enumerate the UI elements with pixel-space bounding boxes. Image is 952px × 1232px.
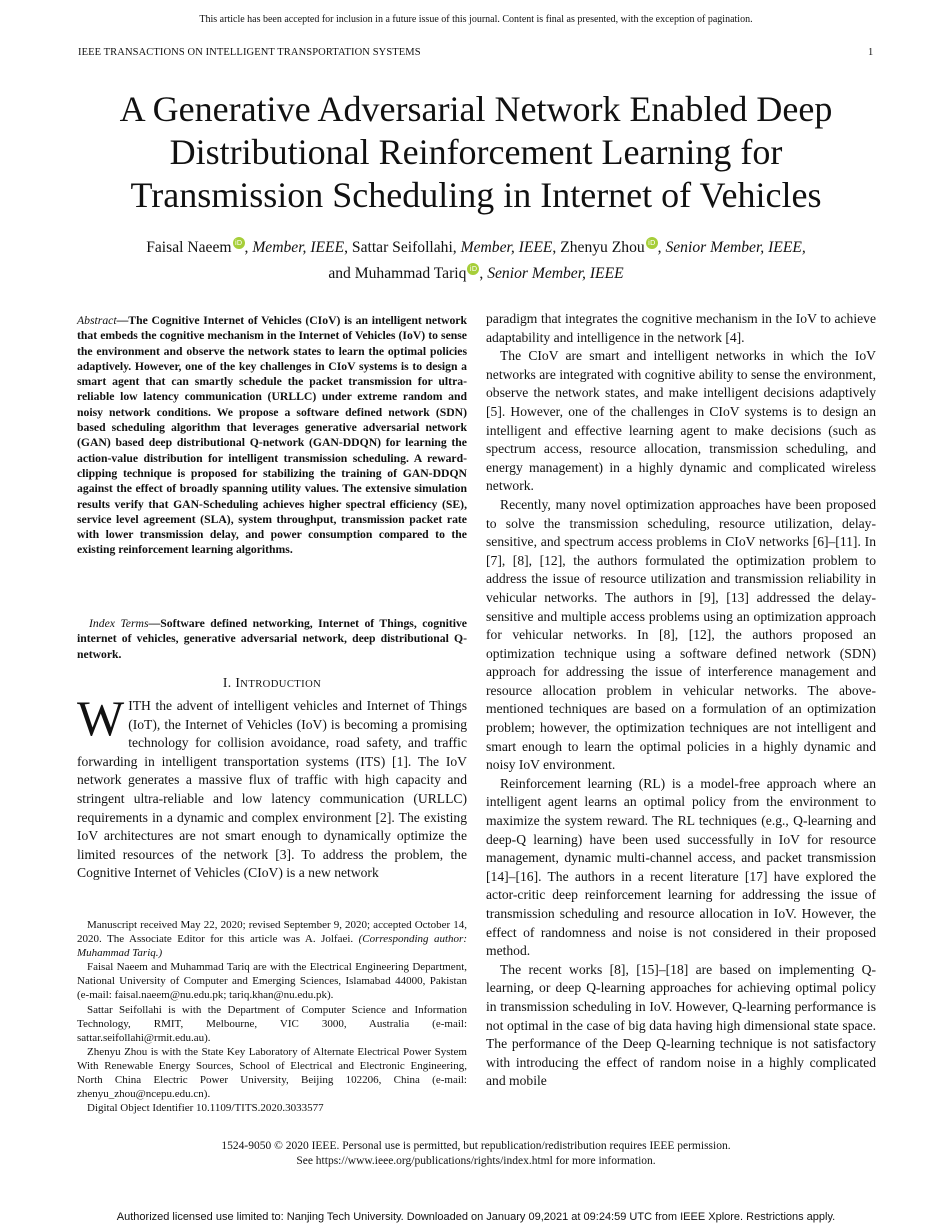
- section-title-rest: NTRODUCTION: [240, 679, 322, 690]
- section-title-first: I: [235, 675, 241, 690]
- title-line-2: Distributional Reinforcement Learning for: [169, 132, 783, 172]
- section-heading: [77, 675, 467, 691]
- author-role: Member, IEEE: [252, 239, 345, 256]
- acceptance-notice: This article has been accepted for inclusion in a future issue of this journal. Content is final as presented, with the exception of pagination.: [199, 14, 753, 25]
- paragraph: The CIoV are smart and intelligent networks in which the IoV networks are integrated with cognitive ability to sense the environment, observe the network states, and make intelligent decisions adaptively [5]. However, one of the challenges in CIoV systems is to design an intelligent and effective learning agent to make decisions (such as spectrum access, resource allocation, transmission scheduling, and energy management) in a highly dynamic and complicated wireless network.: [486, 348, 876, 494]
- paragraph: The recent works [8], [15]–[18] are based on implementing Q-learning, or deep Q-learning approaches for achieving optimal policy in transmission scheduling in IoV. However, Q-learning performance is not optimal in the case of big data having high dimensional state space. The performance of the Deep Q-learning technique is not satisfactory with introducing the effect of random noise in a highly complicated and mobile: [486, 961, 876, 1089]
- footnotes: [77, 918, 467, 1115]
- author-name: and Muhammad Tariq: [328, 265, 467, 282]
- footnote-doi: Digital Object Identifier 10.1109/TITS.2020.3033577: [87, 1102, 324, 1115]
- paper-title: [60, 88, 892, 217]
- orcid-icon[interactable]: iD: [233, 237, 245, 249]
- author-line-1: Faisal Naeem iD , Member, IEEE, Sattar Seifollahi, Member, IEEE, Zhenyu Zhou iD , Senior Member, IEEE,: [146, 239, 806, 256]
- paragraph: paradigm that integrates the cognitive mechanism in the IoV to achieve adaptability and intelligence in the network [4].: [486, 311, 876, 345]
- right-column: [486, 310, 876, 1091]
- intro-column: [77, 690, 467, 883]
- copyright-line-2: See https://www.ieee.org/publications/rights/index.html for more information.: [296, 1155, 656, 1167]
- footnote-affiliation: Faisal Naeem and Muhammad Tariq are with the Electrical Engineering Department, National University of Computer and Emerging Sciences, Islamabad 44000, Pakistan (e-mail: faisal.naeem@nu.edu.pk; tariq.khan@nu.edu.pk).: [77, 961, 467, 1002]
- page-number: 1: [868, 47, 874, 58]
- copyright-line-1: 1524-9050 © 2020 IEEE. Personal use is permitted, but republication/redistribution requires IEEE permission.: [221, 1140, 731, 1152]
- title-line-1: A Generative Adversarial Network Enabled Deep: [119, 89, 833, 129]
- abstract-text: The Cognitive Internet of Vehicles (CIoV) is an intelligent network that embeds the cognitive mechanism in the Internet of Vehicles (IoV) to sense the environment and observe the network states to learn the optimal policies adaptively. However, one of the key challenges in CIoV systems is to design a smart agent that can smartly schedule the packet transmission for ultra-reliable low latency communication (URLLC) under extreme random and noisy network conditions. We propose a software defined network (SDN) based scheduling algorithm that leverages generative adversarial network (GAN) based deep distributional Q-network (GAN-DDQN) for learning the action-value distribution for intelligent transmission scheduling. A reward-clipping technique is proposed for stabilizing the training of GAN-DDQN against the effect of broadly spanning utility values. The extensive simulation results verify that GAN-Scheduling achieves higher spectral efficiency (SE), service level agreement (SLA), system throughput, transmission packet rate with lower transmission delay, and power consumption compared to the existing reinforcement learning algorithms.: [77, 314, 467, 557]
- copyright-notice: [0, 1139, 952, 1169]
- author-list: [60, 235, 892, 287]
- index-terms: Index Terms—Software defined networking, Internet of Things, cognitive internet of vehicles, generative adversarial network, deep distributional Q-network.: [77, 617, 467, 661]
- journal-name: IEEE TRANSACTIONS ON INTELLIGENT TRANSPORTATION SYSTEMS: [78, 47, 421, 58]
- author-role: Senior Member, IEEE,: [665, 239, 806, 256]
- author-name: Zhenyu Zhou: [560, 239, 645, 256]
- section-number: I.: [222, 675, 236, 690]
- orcid-icon[interactable]: iD: [646, 237, 658, 249]
- abstract-label: Abstract: [77, 314, 117, 327]
- author-name: Faisal Naeem: [146, 239, 232, 256]
- abstract: Abstract—The Cognitive Internet of Vehicles (CIoV) is an intelligent network that embeds the cognitive mechanism in the Internet of Vehicles (IoV) to sense the environment and observe the network states to learn the optimal policies adaptively. However, one of the key challenges in CIoV systems is to design a smart agent that can smartly schedule the packet transmission for ultra-reliable low latency communication (URLLC) under extreme random and noisy network conditions. We propose a software defined network (SDN) based scheduling algorithm that leverages generative adversarial network (GAN) based deep distributional Q-network (GAN-DDQN) for learning the action-value distribution for intelligent transmission scheduling. A reward-clipping technique is proposed for stabilizing the training of GAN-DDQN against the effect of broadly spanning utility values. The extensive simulation results verify that GAN-Scheduling achieves higher spectral efficiency (SE), service level agreement (SLA), system throughput, transmission packet rate with lower transmission delay, and power consumption compared to the existing reinforcement learning algorithms.: [77, 314, 467, 557]
- index-terms-text: Software defined networking, Internet of Things, cognitive internet of vehicles, generative adversarial network, deep distributional Q-network.: [77, 617, 467, 661]
- footnote-manuscript: [77, 918, 467, 960]
- orcid-icon[interactable]: iD: [467, 263, 479, 275]
- title-line-3: Transmission Scheduling in Internet of Vehicles: [130, 175, 822, 215]
- paragraph: Recently, many novel optimization approaches have been proposed to solve the transmission scheduling, resource utilization, delay-sensitive, and spectrum access problems in CIoV networks [6]–[11]. In [7], [8], [12], the authors formulated the optimization problem to address the issue of resource utilization and transmission reliability in vehicular networks. The authors in [9], [13] addressed the delay-sensitive and multiple access problems using an optimization approach for vehicular networks. In [8], [12], the authors proposed an optimization technique using a software defined network (SDN) approach for addressing the issue of interference management and resource allocation problem in vehicular networks. The above-mentioned techniques are based on a formulation of an optimization problem; however, the optimization techniques are not intelligent and smart enough to learn the optimal policies in a highly dynamic and noisy IoV environment.: [486, 496, 876, 773]
- index-terms-label: Index Terms: [89, 617, 149, 630]
- author-role: Senior Member, IEEE: [487, 265, 624, 282]
- footnote-corresponding: (Corresponding author: Muhammad Tariq.): [77, 933, 467, 960]
- author-role: Member, IEEE: [460, 239, 553, 256]
- drop-cap: W: [77, 690, 125, 746]
- footnote-affiliation: Sattar Seifollahi is with the Department of Computer Science and Information Technology, RMIT, Melbourne, VIC 3000, Australia (e-mail: sattar.seifollahi@rmit.edu.au).: [77, 1003, 467, 1044]
- intro-paragraph: ITH the advent of intelligent vehicles and Internet of Things (IoT), the Internet of Vehicles (IoV) is becoming a promising technology for collision avoidance, road safety, and traffic forwarding in intelligent transportation systems (ITS) [1]. The IoV network generates a massive flux of traffic with high capacity and stringent ultra-reliable and low latency communication (URLLC) requirements in a dynamic and complex environment [2]. The existing IoV architectures are not smart enough to dynamically optimize the limited resources of the network [3]. To address the problem, the Cognitive Internet of Vehicles (CIoV) is a new network: [77, 698, 467, 881]
- paragraph: Reinforcement learning (RL) is a model-free approach where an intelligent agent learns an optimal policy from the environment to maximize the system reward. The RL techniques (e.g., Q-learning and deep-Q learning) have been used successfully in IoV for resource management, dynamic multi-channel access, and packet transmission [14]–[16]. The authors in a recent literature [17] have explored the actor-critic deep reinforcement learning for addressing the issue of transmission scheduling and resource allocation in IoV. However, the effect of randomness and noise is not considered in their proposed method.: [486, 775, 876, 959]
- license-footer: Authorized licensed use limited to: Nanjing Tech University. Downloaded on January 09,2021 at 09:24:59 UTC from IEEE Xplore. Restrictions apply.: [116, 1211, 836, 1223]
- footnote-affiliation: Zhenyu Zhou is with the State Key Laboratory of Alternate Electrical Power System With Renewable Energy Sources, School of Electrical and Electronic Engineering, North China Electric Power University, Beijing 102206, China (e-mail: zhenyu_zhou@ncepu.edu.cn).: [77, 1045, 467, 1101]
- footnote-text: Manuscript received May 22, 2020; revised September 9, 2020; accepted October 14, 2020. The Associate Editor for this article was A. Jolfaei.: [77, 919, 467, 946]
- author-line-2: and Muhammad Tariq iD , Senior Member, IEEE: [328, 265, 624, 282]
- author-name: Sattar Seifollahi,: [351, 239, 457, 256]
